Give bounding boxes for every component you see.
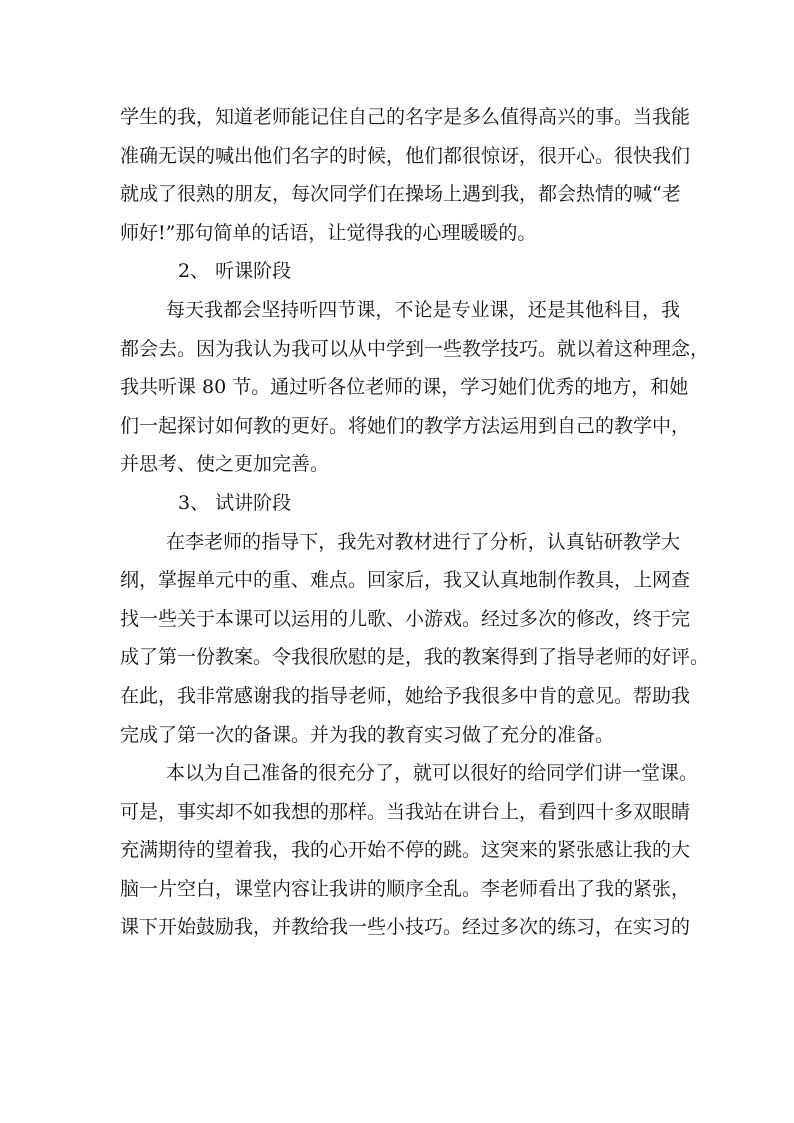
text-line: 课下开始鼓励我，并教给我一些小技巧。经过多次的练习，在实习的 — [120, 916, 691, 939]
text-line: 在此，我非常感谢我的指导老师，她给予我很多中肯的意见。帮助我 — [120, 684, 691, 707]
text-line: 找一些关于本课可以运用的儿歌、小游戏。经过多次的修改，终于完 — [120, 607, 691, 630]
document-body — [120, 98, 710, 947]
text-line: 纲，掌握单元中的重、难点。回家后，我又认真地制作教具，上网查 — [120, 569, 691, 592]
text-line: 就成了很熟的朋友，每次同学们在操场上遇到我，都会热情的喊“老 — [120, 183, 681, 206]
text-line: 准确无误的喊出他们名字的时候，他们都很惊讶，很开心。很快我们 — [120, 144, 691, 167]
text-line: 完成了第一次的备课。并为我的教育实习做了充分的准备。 — [120, 723, 615, 746]
text-line: 充满期待的望着我，我的心开始不停的跳。这突来的紧张感让我的大 — [120, 839, 691, 862]
text-line: 并思考、使之更加完善。 — [120, 453, 330, 476]
text-line: 我共听课 80 节。通过听各位老师的课，学习她们优秀的地方，和她 — [120, 376, 689, 399]
text-line: 师好!”那句简单的话语，让觉得我的心理暖暖的。 — [120, 221, 537, 244]
text-line: 脑一片空白，课堂内容让我讲的顺序全乱。李老师看出了我的紧张， — [120, 877, 691, 900]
text-line: 每天我都会坚持听四节课，不论是专业课，还是其他科目，我 — [166, 298, 680, 321]
text-line: 本以为自己准备的很充分了，就可以很好的给同学们讲一堂课。 — [166, 762, 699, 785]
text-line: 学生的我，知道老师能记住自己的名字是多么值得高兴的事。当我能 — [120, 106, 691, 128]
section-heading: 3、 试讲阶段 — [178, 491, 292, 514]
text-line: 都会去。因为我认为我可以从中学到一些教学技巧。就以着这种理念， — [120, 337, 710, 360]
text-line: 可是，事实却不如我想的那样。当我站在讲台上，看到四十多双眼睛 — [120, 800, 691, 823]
section-heading: 2、 听课阶段 — [178, 260, 292, 283]
text-line: 成了第一份教案。令我很欣慰的是，我的教案得到了指导老师的好评。 — [120, 646, 710, 669]
text-line: 在李老师的指导下，我先对教材进行了分析，认真钻研教学大 — [166, 530, 680, 553]
text-line: 们一起探讨如何教的更好。将她们的教学方法运用到自己的教学中， — [120, 414, 691, 437]
